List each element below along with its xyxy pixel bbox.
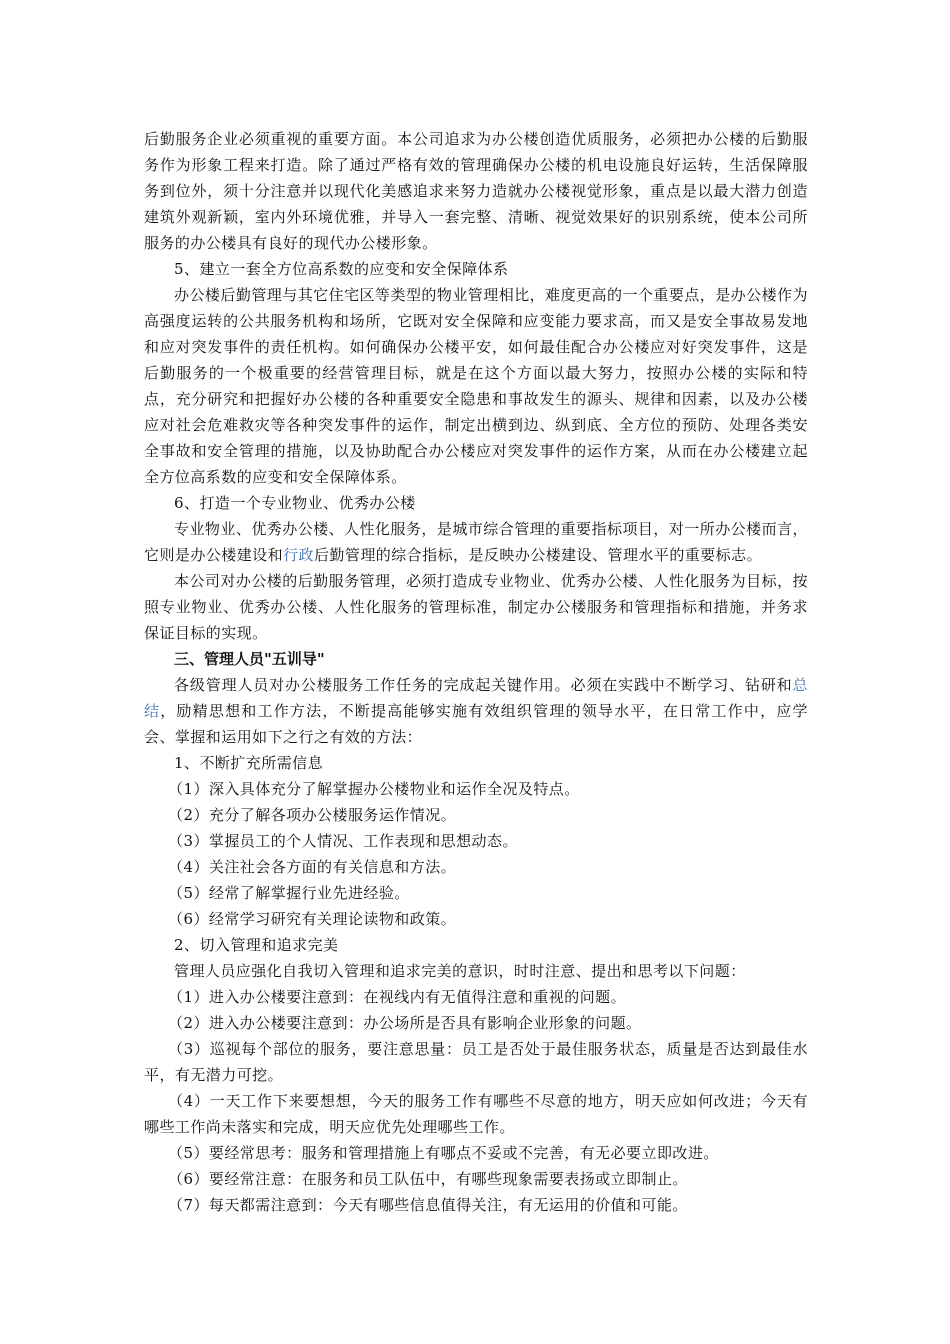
link-xingzheng[interactable]: 行政: [283, 546, 314, 564]
paragraph-text: 后勤管理的综合指标，是反映办公楼建设、管理水平的重要标志。: [313, 546, 763, 564]
paragraph-section-6a: [144, 516, 808, 568]
list-item: （3）掌握员工的个人情况、工作表现和思想动态。: [168, 832, 518, 850]
list-item: （5）要经常思考：服务和管理措施上有哪点不妥或不完善，有无必要立即改进。: [168, 1144, 719, 1162]
list-item: （6）经常学习研究有关理论读物和政策。: [168, 910, 457, 928]
list-item: （4）一天工作下来要想想，今天的服务工作有哪些不尽意的地方，明天应如何改进；今天有哪些工作尚未落实和完成，明天应优先处理哪些工作。: [144, 1092, 808, 1136]
heading-subsection-2: 2、切入管理和追求完美: [174, 936, 339, 954]
list-item: （6）要经常注意：在服务和员工队伍中，有哪些现象需要表扬或立即制止。: [168, 1170, 688, 1188]
list-item: （4）关注社会各方面的有关信息和方法。: [168, 858, 457, 876]
list-item: （2）进入办公楼要注意到：办公场所是否具有影响企业形象的问题。: [168, 1014, 642, 1032]
paragraph-text: 专业物业、优秀办公楼、人性化服务，是城市综合管理的重要指标项目，对一所办公楼而言，它则是办公楼建设和: [144, 520, 808, 564]
paragraph-section-5: 办公楼后勤管理与其它住宅区等类型的物业管理相比，难度更高的一个重要点，是办公楼作为高强度运转的公共服务机构和场所，它既对安全保障和应变能力要求高，而又是安全事故易发地和应对突发事件的责任机构。如何确保办公楼平安，如何最佳配合办公楼应对好突发事件，这是后勤服务的一个极重要的经营管理目标，就是在这个方面以最大努力，按照办公楼的实际和特点，充分研究和把握好办公楼的各种重要安全隐患和事故发生的源头、规律和因素，以及办公楼应对社会危难救灾等各种突发事件的运作，制定出横到边、纵到底、全方位的预防、处理各类安全事故和安全管理的措施，以及协助配合办公楼应对突发事件的运作方案，从而在办公楼建立起全方位高系数的应变和安全保障体系。: [144, 286, 808, 486]
list-item: （7）每天都需注意到：今天有哪些信息值得关注，有无运用的价值和可能。: [168, 1196, 688, 1214]
heading-part-3: 三、管理人员"五训导": [174, 650, 325, 668]
heading-section-5: 5、建立一套全方位高系数的应变和安全保障体系: [174, 260, 509, 278]
link-zongjie[interactable]: 总结: [144, 676, 808, 720]
document-page: [144, 126, 808, 1218]
list-item: （5）经常了解掌握行业先进经验。: [168, 884, 410, 902]
paragraph-text: ，励精思想和工作方法，不断提高能够实施有效组织管理的领导水平，在日常工作中，应学会、掌握和运用如下之行之有效的方法：: [144, 702, 808, 746]
list-item: （1）进入办公楼要注意到：在视线内有无值得注意和重视的问题。: [168, 988, 627, 1006]
list-item: （3）巡视每个部位的服务，要注意思量：员工是否处于最佳服务状态，质量是否达到最佳水平，有无潜力可挖。: [144, 1040, 808, 1084]
paragraph-subsection-2: 管理人员应强化自我切入管理和追求完美的意识，时时注意、提出和思考以下问题：: [174, 962, 746, 980]
list-item: （2）充分了解各项办公楼服务运作情况。: [168, 806, 457, 824]
paragraph-part-3: [144, 672, 808, 750]
paragraph-text: 各级管理人员对办公楼服务工作任务的完成起关键作用。必须在实践中不断学习、钻研和: [174, 676, 793, 694]
heading-subsection-1: 1、不断扩充所需信息: [174, 754, 324, 772]
list-item: （1）深入具体充分了解掌握办公楼物业和运作全况及特点。: [168, 780, 580, 798]
heading-section-6: 6、打造一个专业物业、优秀办公楼: [174, 494, 416, 512]
paragraph-section-6b: 本公司对办公楼的后勤服务管理，必须打造成专业物业、优秀办公楼、人性化服务为目标，按照专业物业、优秀办公楼、人性化服务的管理标准，制定办公楼服务和管理指标和措施，并务求保证目标的实现。: [144, 572, 808, 642]
paragraph-image-intro: 后勤服务企业必须重视的重要方面。本公司追求为办公楼创造优质服务，必须把办公楼的后勤服务作为形象工程来打造。除了通过严格有效的管理确保办公楼的机电设施良好运转，生活保障服务到位外，须十分注意并以现代化美感追求来努力造就办公楼视觉形象，重点是以最大潜力创造建筑外观新颖，室内外环境优雅，并导入一套完整、清晰、视觉效果好的识别系统，使本公司所服务的办公楼具有良好的现代办公楼形象。: [144, 130, 808, 252]
